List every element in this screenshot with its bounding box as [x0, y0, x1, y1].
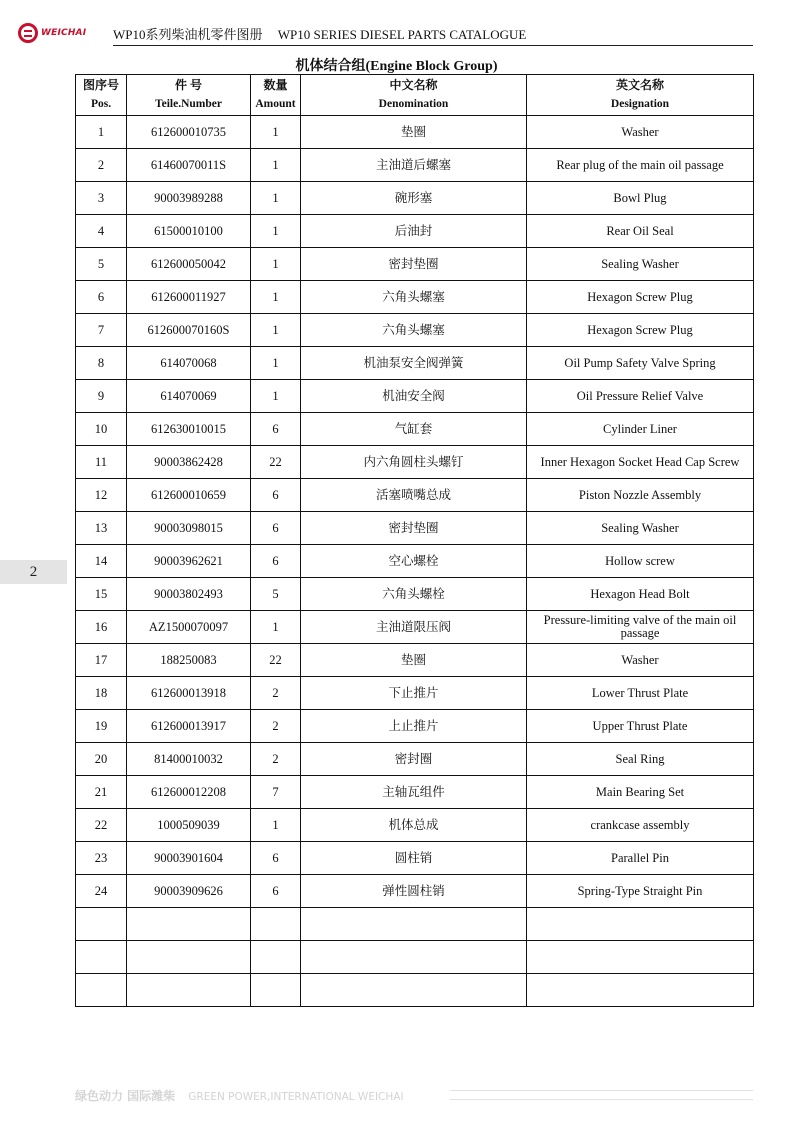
cell-amount: 6 — [251, 479, 301, 512]
cell-name-en — [527, 908, 754, 941]
cell-name-cn — [301, 908, 527, 941]
table-row — [76, 248, 754, 281]
cell-pos: 14 — [76, 545, 127, 578]
cell-amount: 7 — [251, 776, 301, 809]
cell-name-cn: 主油道限压阀 — [301, 611, 527, 644]
cell-part-number: 61460070011S — [127, 149, 251, 182]
cell-amount — [251, 974, 301, 1007]
cell-pos: 8 — [76, 347, 127, 380]
cell-name-cn: 碗形塞 — [301, 182, 527, 215]
cell-name-en: Hexagon Screw Plug — [527, 281, 754, 314]
cell-name-cn: 弹性圆柱销 — [301, 875, 527, 908]
cell-pos: 1 — [76, 116, 127, 149]
cell-amount: 1 — [251, 182, 301, 215]
cell-name-cn: 主油道后螺塞 — [301, 149, 527, 182]
cell-name-en: Sealing Washer — [527, 512, 754, 545]
table-row — [76, 446, 754, 479]
table-row — [76, 479, 754, 512]
cell-part-number: 612600010735 — [127, 116, 251, 149]
cell-part-number: 90003962621 — [127, 545, 251, 578]
cell-amount: 2 — [251, 677, 301, 710]
cell-part-number: 90003098015 — [127, 512, 251, 545]
cell-part-number: 90003862428 — [127, 446, 251, 479]
cell-part-number: 90003909626 — [127, 875, 251, 908]
cell-amount: 6 — [251, 512, 301, 545]
cell-name-cn: 主轴瓦组件 — [301, 776, 527, 809]
cell-part-number: 90003901604 — [127, 842, 251, 875]
cell-name-en: Rear Oil Seal — [527, 215, 754, 248]
weichai-logo — [18, 22, 86, 44]
logo-text: WEICHAI — [41, 28, 87, 38]
table-row — [76, 347, 754, 380]
cell-pos: 18 — [76, 677, 127, 710]
cell-name-en: Rear plug of the main oil passage — [527, 149, 754, 182]
cell-name-cn: 圆柱销 — [301, 842, 527, 875]
table-row — [76, 545, 754, 578]
cell-amount: 1 — [251, 380, 301, 413]
cell-pos — [76, 941, 127, 974]
cell-name-cn: 机油泵安全阀弹簧 — [301, 347, 527, 380]
cell-part-number: 612630010015 — [127, 413, 251, 446]
cell-pos: 6 — [76, 281, 127, 314]
cell-name-en — [527, 941, 754, 974]
column-header-pos: 图序号 Pos. — [76, 75, 127, 116]
cell-pos: 17 — [76, 644, 127, 677]
cell-part-number: 61500010100 — [127, 215, 251, 248]
table-row — [76, 314, 754, 347]
cell-name-cn — [301, 974, 527, 1007]
cell-amount: 1 — [251, 215, 301, 248]
cell-amount — [251, 908, 301, 941]
catalogue-title-en: WP10 SERIES DIESEL PARTS CATALOGUE — [277, 27, 527, 42]
cell-amount: 2 — [251, 743, 301, 776]
cell-name-cn: 垫圈 — [301, 644, 527, 677]
table-header-row — [76, 75, 754, 116]
footer-slogan-cn: 绿色动力 国际潍柴 — [75, 1089, 176, 1103]
cell-name-en: Washer — [527, 644, 754, 677]
column-header-denomination: 中文名称 Denomination — [301, 75, 527, 116]
cell-amount — [251, 941, 301, 974]
cell-name-en: Pressure-limiting valve of the main oil passage — [527, 611, 754, 644]
cell-part-number: 614070068 — [127, 347, 251, 380]
table-row — [76, 941, 754, 974]
cell-name-cn: 密封垫圈 — [301, 248, 527, 281]
page-number: 2 — [0, 560, 67, 584]
cell-name-en: Cylinder Liner — [527, 413, 754, 446]
cell-name-en: Bowl Plug — [527, 182, 754, 215]
column-header-number: 件 号 Teile.Number — [127, 75, 251, 116]
cell-pos: 9 — [76, 380, 127, 413]
cell-name-cn: 气缸套 — [301, 413, 527, 446]
cell-name-cn: 机体总成 — [301, 809, 527, 842]
cell-name-en: Oil Pump Safety Valve Spring — [527, 347, 754, 380]
column-header-amount: 数量 Amount — [251, 75, 301, 116]
cell-amount: 22 — [251, 644, 301, 677]
cell-pos: 20 — [76, 743, 127, 776]
cell-pos — [76, 908, 127, 941]
cell-amount: 2 — [251, 710, 301, 743]
cell-name-cn: 机油安全阀 — [301, 380, 527, 413]
cell-amount: 1 — [251, 314, 301, 347]
catalogue-title-cn: WP10系列柴油机零件图册 — [113, 27, 263, 42]
cell-name-en: Upper Thrust Plate — [527, 710, 754, 743]
cell-amount: 6 — [251, 842, 301, 875]
cell-amount: 1 — [251, 611, 301, 644]
cell-amount: 22 — [251, 446, 301, 479]
cell-pos: 22 — [76, 809, 127, 842]
cell-part-number: 1000509039 — [127, 809, 251, 842]
footer-slogan-en: GREEN POWER,INTERNATIONAL WEICHAI — [188, 1091, 404, 1103]
cell-name-cn: 垫圈 — [301, 116, 527, 149]
cell-pos — [76, 974, 127, 1007]
cell-pos: 13 — [76, 512, 127, 545]
cell-part-number: 612600050042 — [127, 248, 251, 281]
cell-name-en: Parallel Pin — [527, 842, 754, 875]
cell-name-cn: 上止推片 — [301, 710, 527, 743]
cell-pos: 11 — [76, 446, 127, 479]
cell-amount: 1 — [251, 809, 301, 842]
table-row — [76, 380, 754, 413]
cell-part-number — [127, 974, 251, 1007]
table-row — [76, 710, 754, 743]
cell-part-number: 612600070160S — [127, 314, 251, 347]
cell-name-cn: 后油封 — [301, 215, 527, 248]
weichai-logo-icon — [18, 23, 38, 43]
cell-name-en: Hexagon Screw Plug — [527, 314, 754, 347]
cell-name-cn: 六角头螺塞 — [301, 281, 527, 314]
parts-table — [75, 74, 754, 1007]
table-row — [76, 182, 754, 215]
cell-name-en: Main Bearing Set — [527, 776, 754, 809]
cell-pos: 12 — [76, 479, 127, 512]
table-row — [76, 116, 754, 149]
cell-name-en: crankcase assembly — [527, 809, 754, 842]
catalogue-title — [113, 24, 538, 43]
cell-part-number: 188250083 — [127, 644, 251, 677]
cell-pos: 23 — [76, 842, 127, 875]
cell-part-number: 612600012208 — [127, 776, 251, 809]
cell-amount: 1 — [251, 149, 301, 182]
table-row — [76, 776, 754, 809]
cell-amount: 6 — [251, 545, 301, 578]
cell-pos: 4 — [76, 215, 127, 248]
cell-part-number: 81400010032 — [127, 743, 251, 776]
cell-pos: 15 — [76, 578, 127, 611]
cell-amount: 6 — [251, 875, 301, 908]
cell-part-number: 612600013917 — [127, 710, 251, 743]
table-row — [76, 974, 754, 1007]
table-row — [76, 842, 754, 875]
table-row — [76, 578, 754, 611]
cell-pos: 3 — [76, 182, 127, 215]
column-header-designation: 英文名称 Designation — [527, 75, 754, 116]
cell-pos: 19 — [76, 710, 127, 743]
cell-amount: 1 — [251, 248, 301, 281]
cell-name-en: Hollow screw — [527, 545, 754, 578]
table-row — [76, 908, 754, 941]
cell-name-cn: 下止推片 — [301, 677, 527, 710]
cell-name-en: Spring-Type Straight Pin — [527, 875, 754, 908]
table-row — [76, 512, 754, 545]
cell-name-cn: 密封垫圈 — [301, 512, 527, 545]
cell-name-en: Hexagon Head Bolt — [527, 578, 754, 611]
cell-name-en: Oil Pressure Relief Valve — [527, 380, 754, 413]
table-row — [76, 743, 754, 776]
table-row — [76, 149, 754, 182]
cell-name-en: Washer — [527, 116, 754, 149]
footer-decorative-lines — [450, 1090, 753, 1100]
cell-part-number — [127, 908, 251, 941]
cell-name-cn: 空心螺栓 — [301, 545, 527, 578]
cell-name-en: Lower Thrust Plate — [527, 677, 754, 710]
cell-pos: 24 — [76, 875, 127, 908]
table-row — [76, 677, 754, 710]
cell-pos: 2 — [76, 149, 127, 182]
cell-pos: 7 — [76, 314, 127, 347]
cell-pos: 10 — [76, 413, 127, 446]
cell-name-en: Piston Nozzle Assembly — [527, 479, 754, 512]
table-row — [76, 413, 754, 446]
cell-name-en: Sealing Washer — [527, 248, 754, 281]
cell-amount: 1 — [251, 116, 301, 149]
table-row — [76, 281, 754, 314]
cell-name-cn: 内六角圆柱头螺钉 — [301, 446, 527, 479]
table-row — [76, 215, 754, 248]
cell-name-cn — [301, 941, 527, 974]
header-divider — [113, 45, 753, 46]
cell-pos: 21 — [76, 776, 127, 809]
cell-name-cn: 六角头螺栓 — [301, 578, 527, 611]
cell-amount: 1 — [251, 347, 301, 380]
cell-part-number: AZ1500070097 — [127, 611, 251, 644]
cell-name-en — [527, 974, 754, 1007]
cell-name-en: Inner Hexagon Socket Head Cap Screw — [527, 446, 754, 479]
cell-part-number — [127, 941, 251, 974]
section-title: 机体结合组(Engine Block Group) — [295, 59, 498, 74]
cell-amount: 1 — [251, 281, 301, 314]
cell-pos: 16 — [76, 611, 127, 644]
cell-part-number: 90003802493 — [127, 578, 251, 611]
cell-name-cn: 活塞喷嘴总成 — [301, 479, 527, 512]
table-row — [76, 809, 754, 842]
cell-amount: 6 — [251, 413, 301, 446]
table-row — [76, 644, 754, 677]
footer-slogan — [75, 1085, 404, 1104]
cell-part-number: 90003989288 — [127, 182, 251, 215]
cell-pos: 5 — [76, 248, 127, 281]
cell-name-cn: 密封圈 — [301, 743, 527, 776]
cell-name-cn: 六角头螺塞 — [301, 314, 527, 347]
cell-part-number: 612600011927 — [127, 281, 251, 314]
cell-part-number: 612600010659 — [127, 479, 251, 512]
cell-amount: 5 — [251, 578, 301, 611]
cell-name-en: Seal Ring — [527, 743, 754, 776]
table-row — [76, 611, 754, 644]
cell-part-number: 614070069 — [127, 380, 251, 413]
table-row — [76, 875, 754, 908]
cell-part-number: 612600013918 — [127, 677, 251, 710]
